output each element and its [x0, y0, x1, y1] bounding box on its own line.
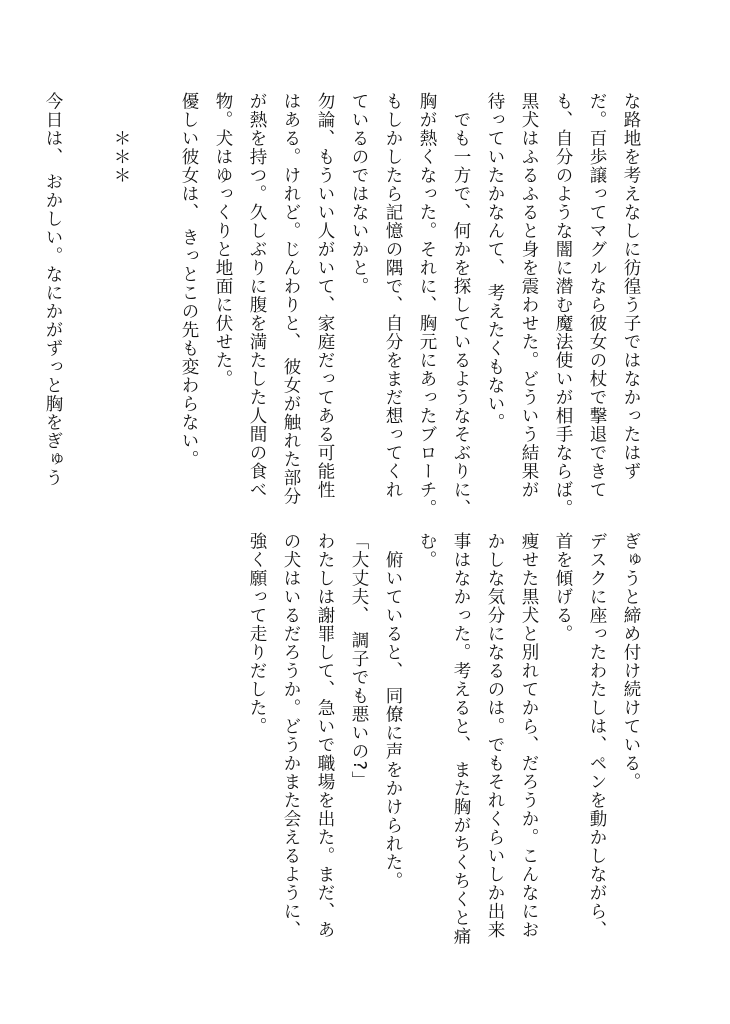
text-line: もしかしたら記憶の隅で、自分をまだ想ってくれ — [383, 92, 403, 499]
text-line: 優しい彼女は、 きっとこの先も変わらない。 — [179, 92, 199, 469]
text-line: ているのではないかと。 — [349, 92, 369, 296]
text-line: はある。けれど。じんわりと、 彼女が触れた部分 — [281, 92, 301, 506]
text-line: でも一方で、何かを探しているようなそぶりに、 — [451, 92, 471, 518]
text-line: 痩せた黒犬と別れてから、だろうか。こんなにお — [519, 532, 539, 939]
text-line: 強く願って走りだした。 — [247, 532, 267, 736]
text-line: 黒犬はふるふると身を震わせた。どういう結果が — [519, 92, 539, 499]
text-line: 胸が熱くなった。それに、胸元にあったブローチ。 — [417, 92, 437, 518]
text-line: む。 — [417, 532, 437, 569]
text-line: 首を傾げる。 — [553, 532, 573, 643]
text-line: 事はなかった。考えると、 また胸がちくちくと痛 — [451, 532, 471, 946]
text-column-bottom — [240, 532, 648, 962]
text-line: だ。百歩譲ってマグルなら彼女の杖で撃退できて — [587, 92, 607, 499]
text-line: 待っていたかなんて、 考えたくもない。 — [485, 92, 505, 432]
text-line: な路地を考えなしに彷徨う子ではなかったはず — [621, 92, 641, 481]
text-line: 勿論、もういい人がいて、家庭だってある可能性 — [315, 92, 335, 499]
text-line: ＊＊＊ — [111, 92, 131, 185]
text-line: デスクに座ったわたしは、ペンを動かしながら、 — [587, 532, 607, 939]
text-column-top — [36, 92, 648, 518]
text-line: も、自分のような闇に潜む魔法使いが相手ならば。 — [553, 92, 573, 518]
text-line: の犬はいるだろうか。どうかまた会えるように、 — [281, 532, 301, 939]
text-line: 俯いていると、 同僚に声をかけられた。 — [383, 532, 403, 891]
text-line — [138, 92, 172, 512]
text-line: ぎゅうと締め付け続けている。 — [621, 532, 641, 791]
text-line: が熱を持つ。久しぶりに腹を満たした人間の食べ — [247, 92, 267, 499]
text-line: かしな気分になるのは。でもそれくらいしか出来 — [485, 532, 505, 939]
text-line: 今日は、 おかしい。なにかがずっと胸をぎゅう — [43, 92, 63, 488]
text-line — [70, 92, 104, 512]
text-line: 「大丈夫、 調子でも悪いの?」 — [349, 532, 369, 790]
text-line: 物。犬はゆっくりと地面に伏せた。 — [213, 92, 233, 388]
text-line: わたしは謝罪して、急いで職場を出た。まだ、あ — [315, 532, 335, 939]
